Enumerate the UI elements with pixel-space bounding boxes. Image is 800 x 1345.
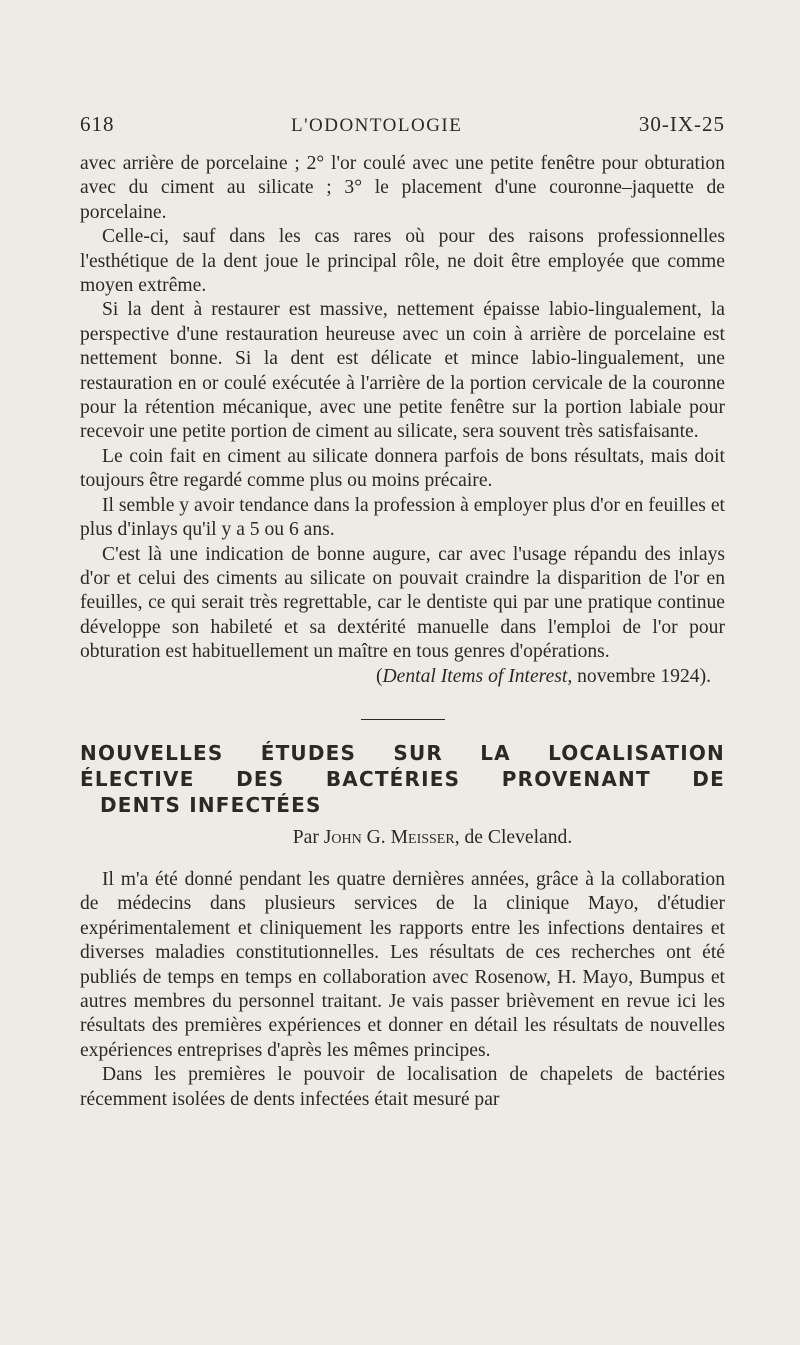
paragraph: Dans les premières le pouvoir de localisation de chapelets de bactéries récemment isolées de dents infectées était mesuré par [80,1064,725,1110]
section-divider [361,719,445,720]
byline [80,826,725,850]
citation-date: novembre 1924). [572,665,711,687]
title-line [80,792,725,818]
citation [80,665,725,689]
issue-date: 30-IX-25 [638,112,725,136]
page-number: 618 [80,112,115,136]
byline-suffix: , de Cleveland. [454,826,573,848]
title-line [80,740,725,766]
title-word: BACTÉRIES [325,766,461,791]
journal-title: L'ODONTOLOGIE [290,115,463,136]
article-body [80,868,725,1112]
title-word: ÉLECTIVE [80,766,195,791]
title-word: LOCALISATION [548,740,725,765]
paragraph: Si la dent à restaurer est massive, nettement épaisse labio-lingualement, la perspective d'une restauration heureuse avec un coin à arrière de porcelaine est nettement bonne. Si la dent est délicate et mince labio-lingualement, une restauration en or coulé exécutée à l'arrière de la portion cervicale de la couronne pour la rétention mécanique, avec une petite fenêtre sur la portion labiale pour recevoir une petite portion de ciment au silicate, sera souvent très satisfaisante. [80,299,725,443]
title-word: ÉTUDES [260,740,357,765]
paragraph: Il m'a été donné pendant les quatre dernières années, grâce à la collaboration de médecins dans plusieurs services de la clinique Mayo, d'étudier expérimentalement et cliniquement les rapports entre les infections dentaires et diverses maladies constitutionnelles. Les résultats de ces recherches ont été publiés de temps en temps en collaboration avec Rosenow, H. Mayo, Bumpus et autres membres du personnel traitant. Je vais passer brièvement en revue ici les résultats des premières expériences et donner en détail les résultats de nouvelles expériences entreprises d'après les mêmes principes. [80,868,725,1061]
article-title [80,740,725,818]
paragraph: Il semble y avoir tendance dans la profession à employer plus d'or en feuilles et plus d'inlays qu'il y a 5 ou 6 ans. [80,494,725,541]
byline-prefix: Par [292,826,324,848]
paragraph: Celle-ci, sauf dans les cas rares où pour des raisons professionnelles l'esthétique de la dent joue le principal rôle, ne doit être employée que comme moyen extrême. [80,226,725,297]
title-word: PROVENANT [501,766,651,791]
running-head [80,112,725,152]
title-word: DE [692,766,725,791]
paragraph: Le coin fait en ciment au silicate donnera parfois de bons résultats, mais doit toujours être regardé comme plus ou moins précaire. [80,445,725,492]
page [80,112,725,1112]
previous-article-text [80,152,725,665]
citation-source: Dental Items of Interest, [382,665,573,687]
paragraph: avec arrière de porcelaine ; 2° l'or coulé avec une petite fenêtre pour obturation avec du ciment au silicate ; 3° le placement d'une couronne–jaquette de porcelaine. [80,153,725,223]
title-word: SUR [393,740,443,765]
title-word: NOUVELLES [80,740,224,765]
citation-open: ( [375,665,383,687]
title-word: DES [236,766,285,791]
title-word: DENTS INFECTÉES [100,792,322,817]
title-word: LA [480,740,511,765]
paragraph: C'est là une indication de bonne augure, car avec l'usage répandu des inlays d'or et celui des ciments au silicate on pouvait craindre la disparition de l'or en feuilles, ce qui serait très regrettable, car le dentiste qui par une pratique continue développe son habileté et sa dextérité manuelle dans l'emploi de l'or pour obturation est habituellement un maître en tous genres d'opérations. [80,543,725,663]
title-line [80,766,725,792]
author-name: John G. Meisser [323,826,455,848]
